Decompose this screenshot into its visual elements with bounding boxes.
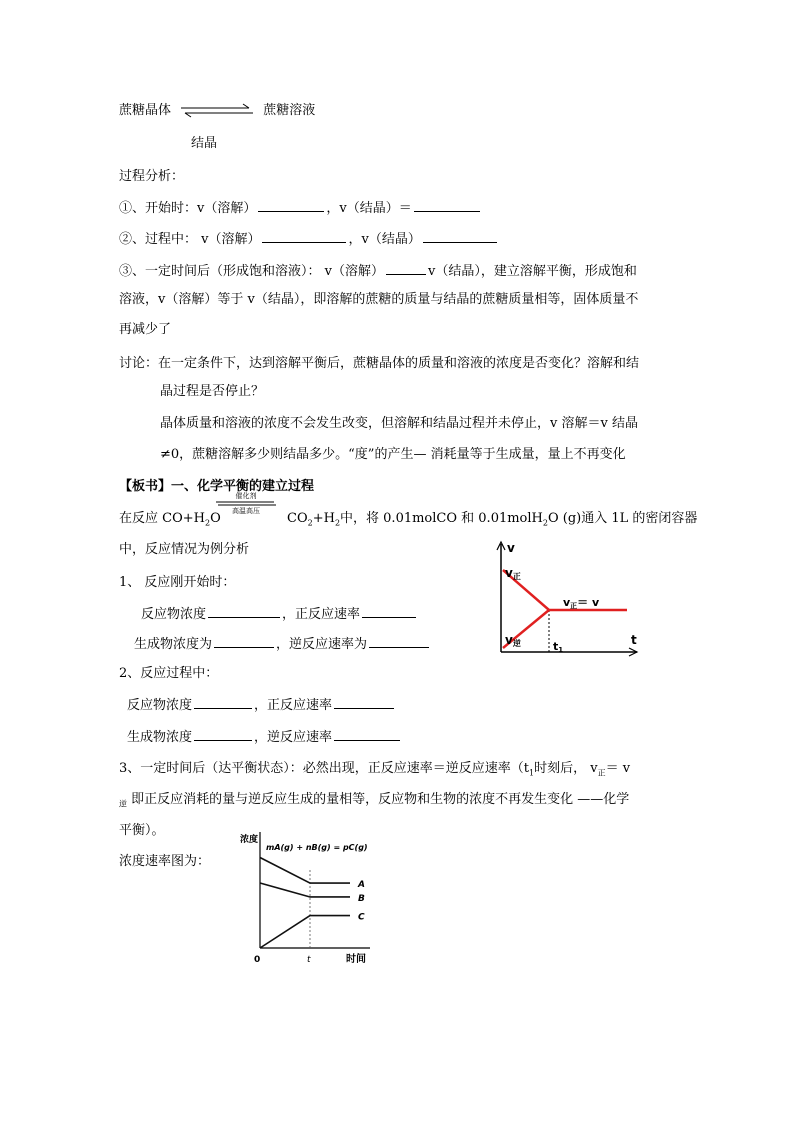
crystallization-label: 结晶 <box>191 136 218 151</box>
step-1-reactant: 反应物浓度 ，正反应速率 <box>141 604 418 624</box>
x-axis-label: t <box>631 633 637 647</box>
reaction-arrow <box>216 492 276 516</box>
blank <box>369 634 429 648</box>
blank <box>194 727 252 741</box>
sugar-crystal-label: 蔗糖晶体 <box>119 103 172 118</box>
sugar-solution-label: 蔗糖溶液 <box>263 103 316 118</box>
step-1-title: 1、 反应刚开始时： <box>119 575 236 590</box>
section-title: 一、化学平衡的建立过程 <box>171 479 315 494</box>
discussion-line-2: 晶过程是否停止？ <box>160 384 265 399</box>
blank <box>334 695 394 709</box>
graph-label: 浓度速率图为： <box>119 854 211 869</box>
blank <box>334 727 400 741</box>
t-tick-label: t <box>307 955 311 965</box>
series-label-c: C <box>358 912 365 923</box>
condition-label: 高温高压 <box>232 507 260 515</box>
blank <box>386 261 426 275</box>
equation-label: mA(g) + nB(g) = pC(g) <box>266 843 368 852</box>
rate-time-chart <box>493 540 643 660</box>
discussion-line-3: 晶体质量和溶液的浓度不会发生改变，但溶解和结晶过程并未停止，v 溶解＝v 结晶 <box>160 416 638 431</box>
dissolution-equation <box>119 102 315 120</box>
reaction-line: 在反应 $CO+H_2O$ <box>119 511 221 528</box>
discussion-line-1: 讨论：在一定条件下，达到溶解平衡后，蔗糖晶体的质量和溶液的浓度是否变化？溶解和结 <box>119 356 640 371</box>
blank <box>258 198 324 212</box>
series-line-a <box>260 858 350 884</box>
item-2: ②、过程中： v（溶解） ，v（结晶） <box>119 229 499 249</box>
v-reverse-label: v逆 <box>505 633 521 648</box>
equal-label: v正＝ v <box>563 596 600 610</box>
blank <box>262 229 346 243</box>
blank <box>194 695 252 709</box>
origin-label: 0 <box>254 955 261 965</box>
reaction-line-2: 中，反应情况为例分析 <box>119 542 250 557</box>
discussion-line-4: ≠0，蔗糖溶解多少则结晶多少。“度”的产生— 消耗量等于生成量，量上不再变化 <box>160 447 626 462</box>
board-heading: 【板书】一、化学平衡的建立过程 <box>119 479 315 494</box>
reversible-arrow-icon <box>179 103 255 119</box>
step-3-line-2: $_逆$ 即正反应消耗的量与逆反应生成的量相等，反应物和生物的浓度不再发生变化 ——化学 <box>119 792 630 809</box>
analysis-title: 过程分析： <box>119 169 185 184</box>
step-2-title: 2、反应过程中： <box>119 666 219 681</box>
blank <box>423 229 497 243</box>
blank <box>208 604 280 618</box>
concentration-time-chart <box>238 826 388 976</box>
blank <box>414 198 480 212</box>
step-3-line-3: 平衡）。 <box>119 823 165 838</box>
series-label-b: B <box>358 893 365 904</box>
item-3-line-1: ③、一定时间后（形成饱和溶液）： v（溶解） v（结晶），建立溶解平衡，形成饱和 <box>119 261 637 281</box>
item-3-line-3: 再减少了 <box>119 322 172 337</box>
blank <box>362 604 416 618</box>
series-label-a: A <box>358 880 365 891</box>
y-axis-label: v <box>507 541 515 555</box>
v-forward-label: v正 <box>505 566 521 581</box>
y-axis-label: 浓度 <box>240 835 259 845</box>
catalyst-label: 催化剂 <box>235 492 257 500</box>
item-3-line-2: 溶液，v（溶解）等于 v（结晶），即溶解的蔗糖的质量与结晶的蔗糖质量相等，固体质量不 <box>119 292 639 307</box>
step-3-line-1: 3、一定时间后（达平衡状态）：必然出现，正反应速率＝逆反应速率（$t_1$时刻后， $v_正= v$ <box>119 761 631 778</box>
blank <box>214 634 274 648</box>
series-line-c <box>260 916 350 948</box>
t1-label: t1 <box>553 640 564 654</box>
x-axis-label: 时间 <box>346 954 366 965</box>
series-line-b <box>260 883 350 897</box>
reaction-line-rest: $CO_2+H_2$中，将 0.01molCO 和 0.01molH$_2$O (g)通入 1L 的密闭容器 <box>287 511 698 528</box>
step-1-product: 生成物浓度为 ，逆反应速率为 <box>134 634 431 654</box>
step-2-product: 生成物浓度 ，逆反应速率 <box>127 727 402 747</box>
step-2-reactant: 反应物浓度 ，正反应速率 <box>127 695 396 715</box>
item-1: ①、开始时：v（溶解） ，v（结晶）＝ <box>119 198 482 218</box>
